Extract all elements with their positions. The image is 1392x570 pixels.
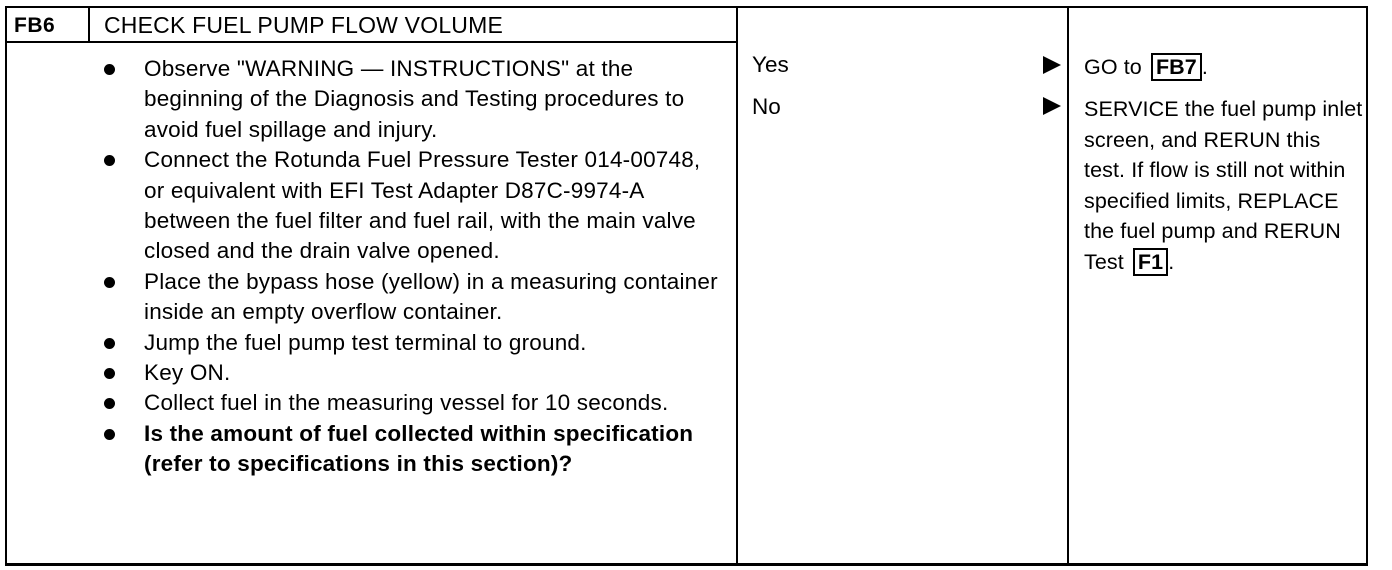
result-no-label: No [752, 94, 781, 119]
action-yes-prefix: GO to [1084, 55, 1142, 79]
list-item [98, 388, 718, 418]
test-title: CHECK FUEL PUMP FLOW VOLUME [104, 12, 504, 38]
step-text: Key ON. [144, 360, 231, 386]
step-text: Connect the Rotunda Fuel Pressure Tester 014-00748, or equivalent with EFI Test Adapter D87C-9974-A between the fuel filter and fuel rail, with the main valve closed and the drain valve opened. [144, 147, 701, 264]
action-no [1084, 94, 1366, 278]
test-reference-f1: F1 [1133, 248, 1168, 276]
step-text: Collect fuel in the measuring vessel for 10 seconds. [144, 390, 669, 416]
result-yes-label: Yes [752, 52, 789, 77]
header-divider [5, 41, 738, 43]
list-item [98, 358, 718, 388]
action-no-text: SERVICE the fuel pump inlet screen, and RERUN this test. If flow is still not within specified limits, REPLACE the fuel pump and RERUN Test [1084, 97, 1363, 274]
action-column-divider [1067, 6, 1069, 566]
id-column-divider [88, 6, 90, 43]
bullet-icon [104, 368, 115, 379]
test-reference-fb7: FB7 [1151, 53, 1202, 81]
bullet-icon [104, 429, 115, 440]
list-item [98, 54, 718, 145]
list-item [98, 145, 718, 267]
bullet-icon [104, 277, 115, 288]
bullet-icon [104, 155, 115, 166]
bullet-icon [104, 64, 115, 75]
procedure-steps [98, 54, 718, 480]
list-item [98, 267, 718, 328]
action-no-suffix: . [1168, 249, 1175, 274]
arrow-right-icon [1043, 56, 1061, 74]
arrow-right-icon [1043, 97, 1061, 115]
step-text: Place the bypass hose (yellow) in a measuring container inside an empty overflow container. [144, 268, 718, 325]
list-item [98, 419, 718, 480]
bullet-icon [104, 398, 115, 409]
bullet-icon [104, 338, 115, 349]
step-question: Is the amount of fuel collected within specification (refer to specifications in this section)? [144, 420, 694, 477]
test-id: FB6 [14, 14, 56, 37]
step-text: Observe "WARNING — INSTRUCTIONS" at the beginning of the Diagnosis and Testing procedures to avoid fuel spillage and injury. [144, 56, 685, 142]
step-text: Jump the fuel pump test terminal to ground. [144, 329, 587, 355]
result-column-divider [736, 6, 738, 566]
action-yes-suffix: . [1201, 55, 1208, 79]
action-yes [1084, 52, 1366, 83]
list-item [98, 328, 718, 358]
